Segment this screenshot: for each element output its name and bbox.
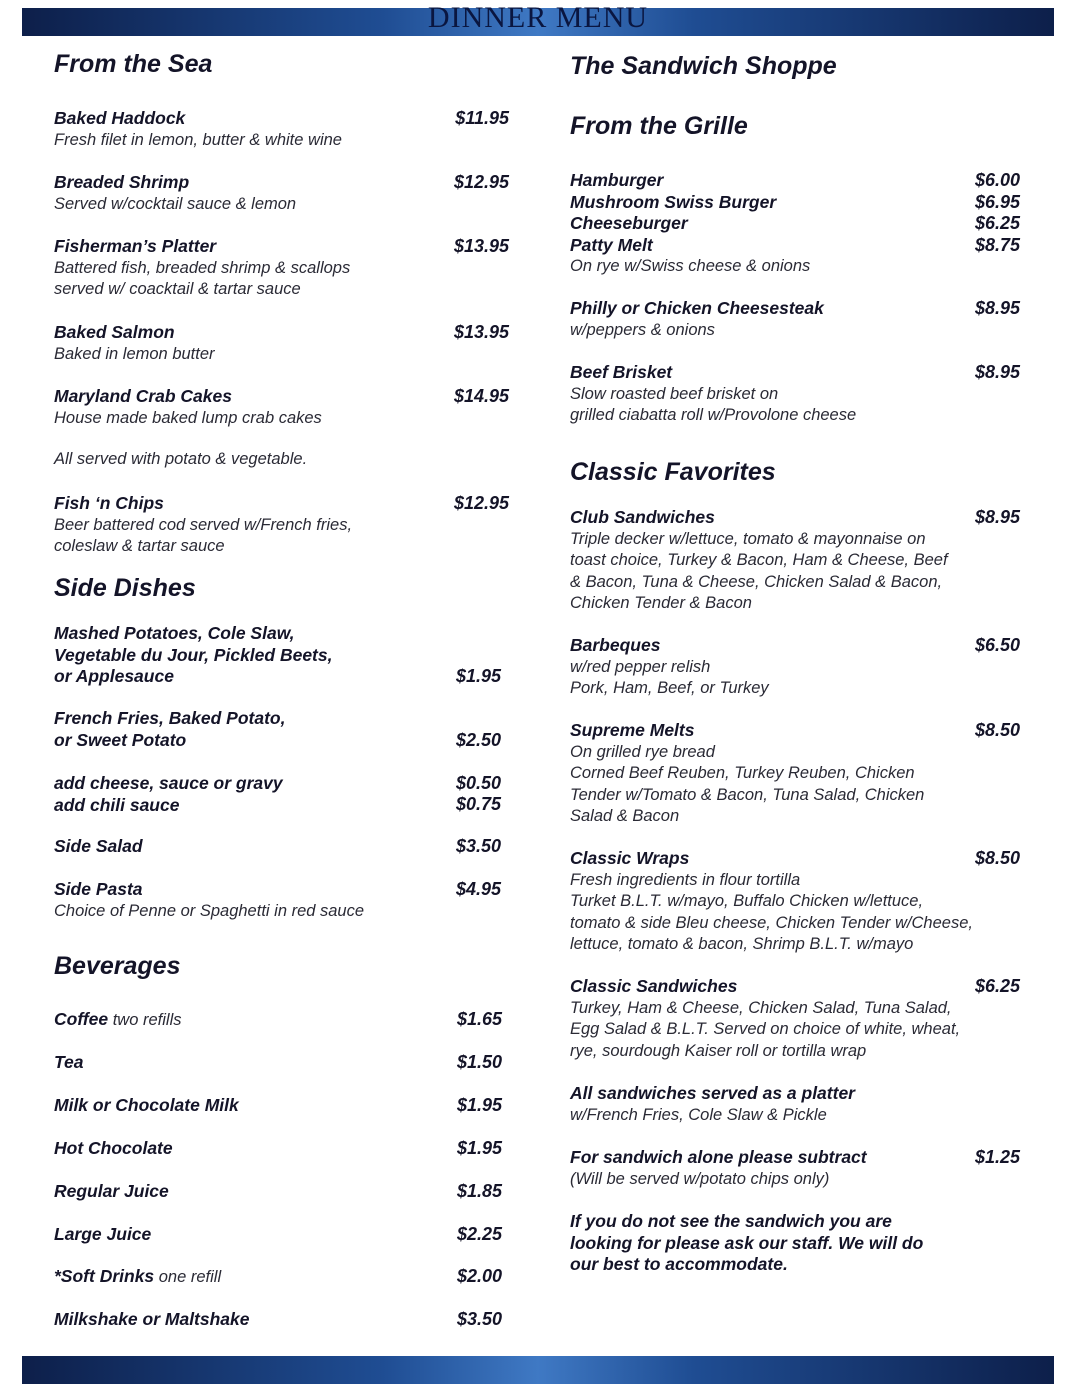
item-desc: rye, sourdough Kaiser roll or tortilla wrap [570,1041,867,1060]
item-price: $3.50 [456,1309,502,1329]
item-desc: coleslaw & tartar sauce [54,537,225,555]
beverage-item [54,1266,502,1289]
item-price: $8.50 [974,720,1020,740]
beverage-item [54,1224,502,1247]
item-extra: two refills [108,1011,182,1029]
item-name: add chili sauce [54,794,180,815]
side-item [54,773,509,816]
sea-note: All served with potato & vegetable. [54,450,308,468]
item-price: $6.25 [974,213,1020,233]
item-price: $6.00 [974,170,1020,190]
item-price: $13.95 [453,322,509,342]
side-item [54,879,509,922]
alone-price: $1.25 [974,1147,1020,1167]
beverage-item [54,1138,502,1161]
menu-item [54,493,509,558]
item-desc: & Bacon, Tuna & Cheese, Chicken Salad & Bacon, [570,572,943,591]
menu-item [570,720,1020,828]
item-price: $4.95 [455,879,501,899]
menu-item [54,386,509,429]
menu-item [570,635,1020,700]
item-desc: toast choice, Turkey & Bacon, Ham & Cheese, Beef [570,551,948,569]
grille-group [570,170,1020,278]
item-price: $6.25 [974,976,1020,996]
item-price: $1.95 [456,1095,502,1115]
section-heading-sides: Side Dishes [54,574,196,602]
item-price: $8.75 [974,234,1020,255]
item-price: $8.95 [974,298,1020,318]
closing-line: looking for please ask our staff. We will do [570,1232,924,1253]
item-name: Side Pasta [54,879,143,899]
closing-line: If you do not see the sandwich you are [570,1211,892,1231]
item-extra: one refill [154,1268,222,1286]
item-name: Breaded Shrimp [54,172,190,192]
item-name: Coffee [54,1009,109,1029]
side-item [54,708,509,751]
left-column [54,0,509,1350]
item-name: Vegetable du Jour, Pickled Beets, [54,644,333,665]
platter-desc: w/French Fries, Cole Slaw & Pickle [570,1105,827,1124]
section-heading-sandwich-shoppe: The Sandwich Shoppe [570,52,837,80]
item-desc: Egg Salad & B.L.T. Served on choice of white, wheat, [570,1020,961,1038]
menu-item [54,172,509,215]
item-price: $14.95 [453,386,509,406]
bottom-banner [22,1356,1054,1384]
item-name: or Sweet Potato [54,729,187,750]
item-price: $6.95 [974,191,1020,212]
item-desc: House made baked lump crab cakes [54,408,322,427]
item-price: $11.95 [455,108,509,128]
beverage-item [54,1052,502,1075]
item-name: French Fries, Baked Potato, [54,708,286,728]
item-name: Regular Juice [54,1181,169,1201]
item-desc: On grilled rye bread [570,742,715,761]
item-desc: Fresh ingredients in flour tortilla [570,870,801,889]
item-desc: On rye w/Swiss cheese & onions [570,257,811,275]
item-name: Baked Haddock [54,108,186,128]
item-desc: Turkey, Ham & Cheese, Chicken Salad, Tuna Salad, [570,998,952,1017]
item-price: $1.95 [455,666,501,686]
item-price: $1.95 [456,1138,502,1158]
section-heading-beverages: Beverages [54,952,181,980]
menu-item [570,976,1020,1062]
item-name: *Soft Drinks [54,1266,155,1286]
item-price: $2.50 [455,730,501,750]
menu-item [570,507,1020,615]
item-name: Classic Sandwiches [570,976,738,996]
item-price: $8.95 [974,507,1020,527]
item-name: Supreme Melts [570,720,695,740]
item-name: Club Sandwiches [570,507,715,527]
item-desc: Slow roasted beef brisket on [570,384,779,403]
item-name: Patty Melt [570,234,653,255]
menu-item [570,362,1020,427]
item-name: Mashed Potatoes, Cole Slaw, [54,623,295,643]
side-item [54,836,509,858]
item-price: $13.95 [453,236,509,256]
item-name: Mushroom Swiss Burger [570,191,777,212]
item-desc: served w/ coacktail & tartar sauce [54,280,301,298]
item-name: Fish ‘n Chips [54,493,164,513]
item-price: $12.95 [453,172,509,192]
item-price: $2.00 [456,1266,502,1286]
item-name: Milk or Chocolate Milk [54,1095,239,1115]
item-name: add cheese, sauce or gravy [54,773,283,793]
item-desc: Fresh filet in lemon, butter & white wine [54,130,342,149]
item-desc: Chicken Tender & Bacon [570,594,752,612]
alone-title: For sandwich alone please subtract [570,1147,867,1167]
item-name: Classic Wraps [570,848,690,868]
closing-line: our best to accommodate. [570,1254,788,1274]
closing-note [570,1211,1020,1276]
item-desc: Tender w/Tomato & Bacon, Tuna Salad, Chicken [570,785,925,804]
item-name: Milkshake or Maltshake [54,1309,250,1329]
item-desc: Corned Beef Reuben, Turkey Reuben, Chicken [570,764,915,782]
item-price: $6.50 [974,635,1020,655]
item-name: Maryland Crab Cakes [54,386,232,406]
item-price: $8.95 [974,362,1020,382]
item-desc: Battered fish, breaded shrimp & scallops [54,258,351,277]
item-name: Hot Chocolate [54,1138,173,1158]
item-desc: Pork, Ham, Beef, or Turkey [570,679,769,697]
alone-note [570,1147,1020,1190]
item-desc: w/peppers & onions [570,320,715,339]
platter-note [570,1083,1020,1126]
menu-item [54,108,509,151]
item-name: Cheeseburger [570,213,688,233]
section-heading-sea: From the Sea [54,50,213,78]
item-price: $1.65 [456,1009,502,1029]
menu-item [54,322,509,365]
beverage-item [54,1181,502,1204]
menu-item [570,848,1020,956]
item-desc: lettuce, tomato & bacon, Shrimp B.L.T. w/mayo [570,935,914,953]
beverage-item [54,1009,502,1032]
item-desc: grilled ciabatta roll w/Provolone cheese [570,406,857,424]
item-name: Barbeques [570,635,661,655]
item-price: $0.50 [455,773,501,793]
section-heading-grille: From the Grille [570,112,748,140]
item-desc: tomato & side Bleu cheese, Chicken Tender w/Cheese, [570,913,973,932]
menu-item [54,236,509,301]
item-desc: Choice of Penne or Spaghetti in red sauce [54,901,365,920]
item-price: $1.85 [456,1181,502,1201]
beverage-item [54,1309,502,1332]
item-name: Baked Salmon [54,322,175,342]
item-price: $8.50 [974,848,1020,868]
item-desc: Beer battered cod served w/French fries, [54,515,353,534]
item-desc: Baked in lemon butter [54,344,215,363]
menu-item [570,298,1020,341]
menu-title: DINNER MENU [427,1,649,34]
item-price: $0.75 [455,794,501,814]
item-desc: Triple decker w/lettuce, tomato & mayonnaise on [570,529,926,548]
item-name: Beef Brisket [570,362,673,382]
item-desc: Salad & Bacon [570,807,680,825]
item-name: Side Salad [54,836,143,856]
item-name: Tea [54,1052,84,1072]
item-name: Fisherman’s Platter [54,236,217,256]
platter-title: All sandwiches served as a platter [570,1083,855,1103]
alone-desc: (Will be served w/potato chips only) [570,1169,830,1188]
item-price: $12.95 [453,493,509,513]
item-price: $2.25 [456,1224,502,1244]
section-heading-classic: Classic Favorites [570,458,776,486]
beverage-item [54,1095,502,1118]
item-name: Philly or Chicken Cheesesteak [570,298,824,318]
item-price: $1.50 [456,1052,502,1072]
right-column [570,0,1020,1350]
item-name: Large Juice [54,1224,152,1244]
item-desc: w/red pepper relish [570,657,711,676]
item-desc: Served w/cocktail sauce & lemon [54,194,297,213]
side-item [54,623,509,688]
item-name: or Applesauce [54,666,174,686]
item-name: Hamburger [570,170,664,190]
item-price: $3.50 [455,836,501,856]
item-desc: Turket B.L.T. w/mayo, Buffalo Chicken w/lettuce, [570,892,924,910]
